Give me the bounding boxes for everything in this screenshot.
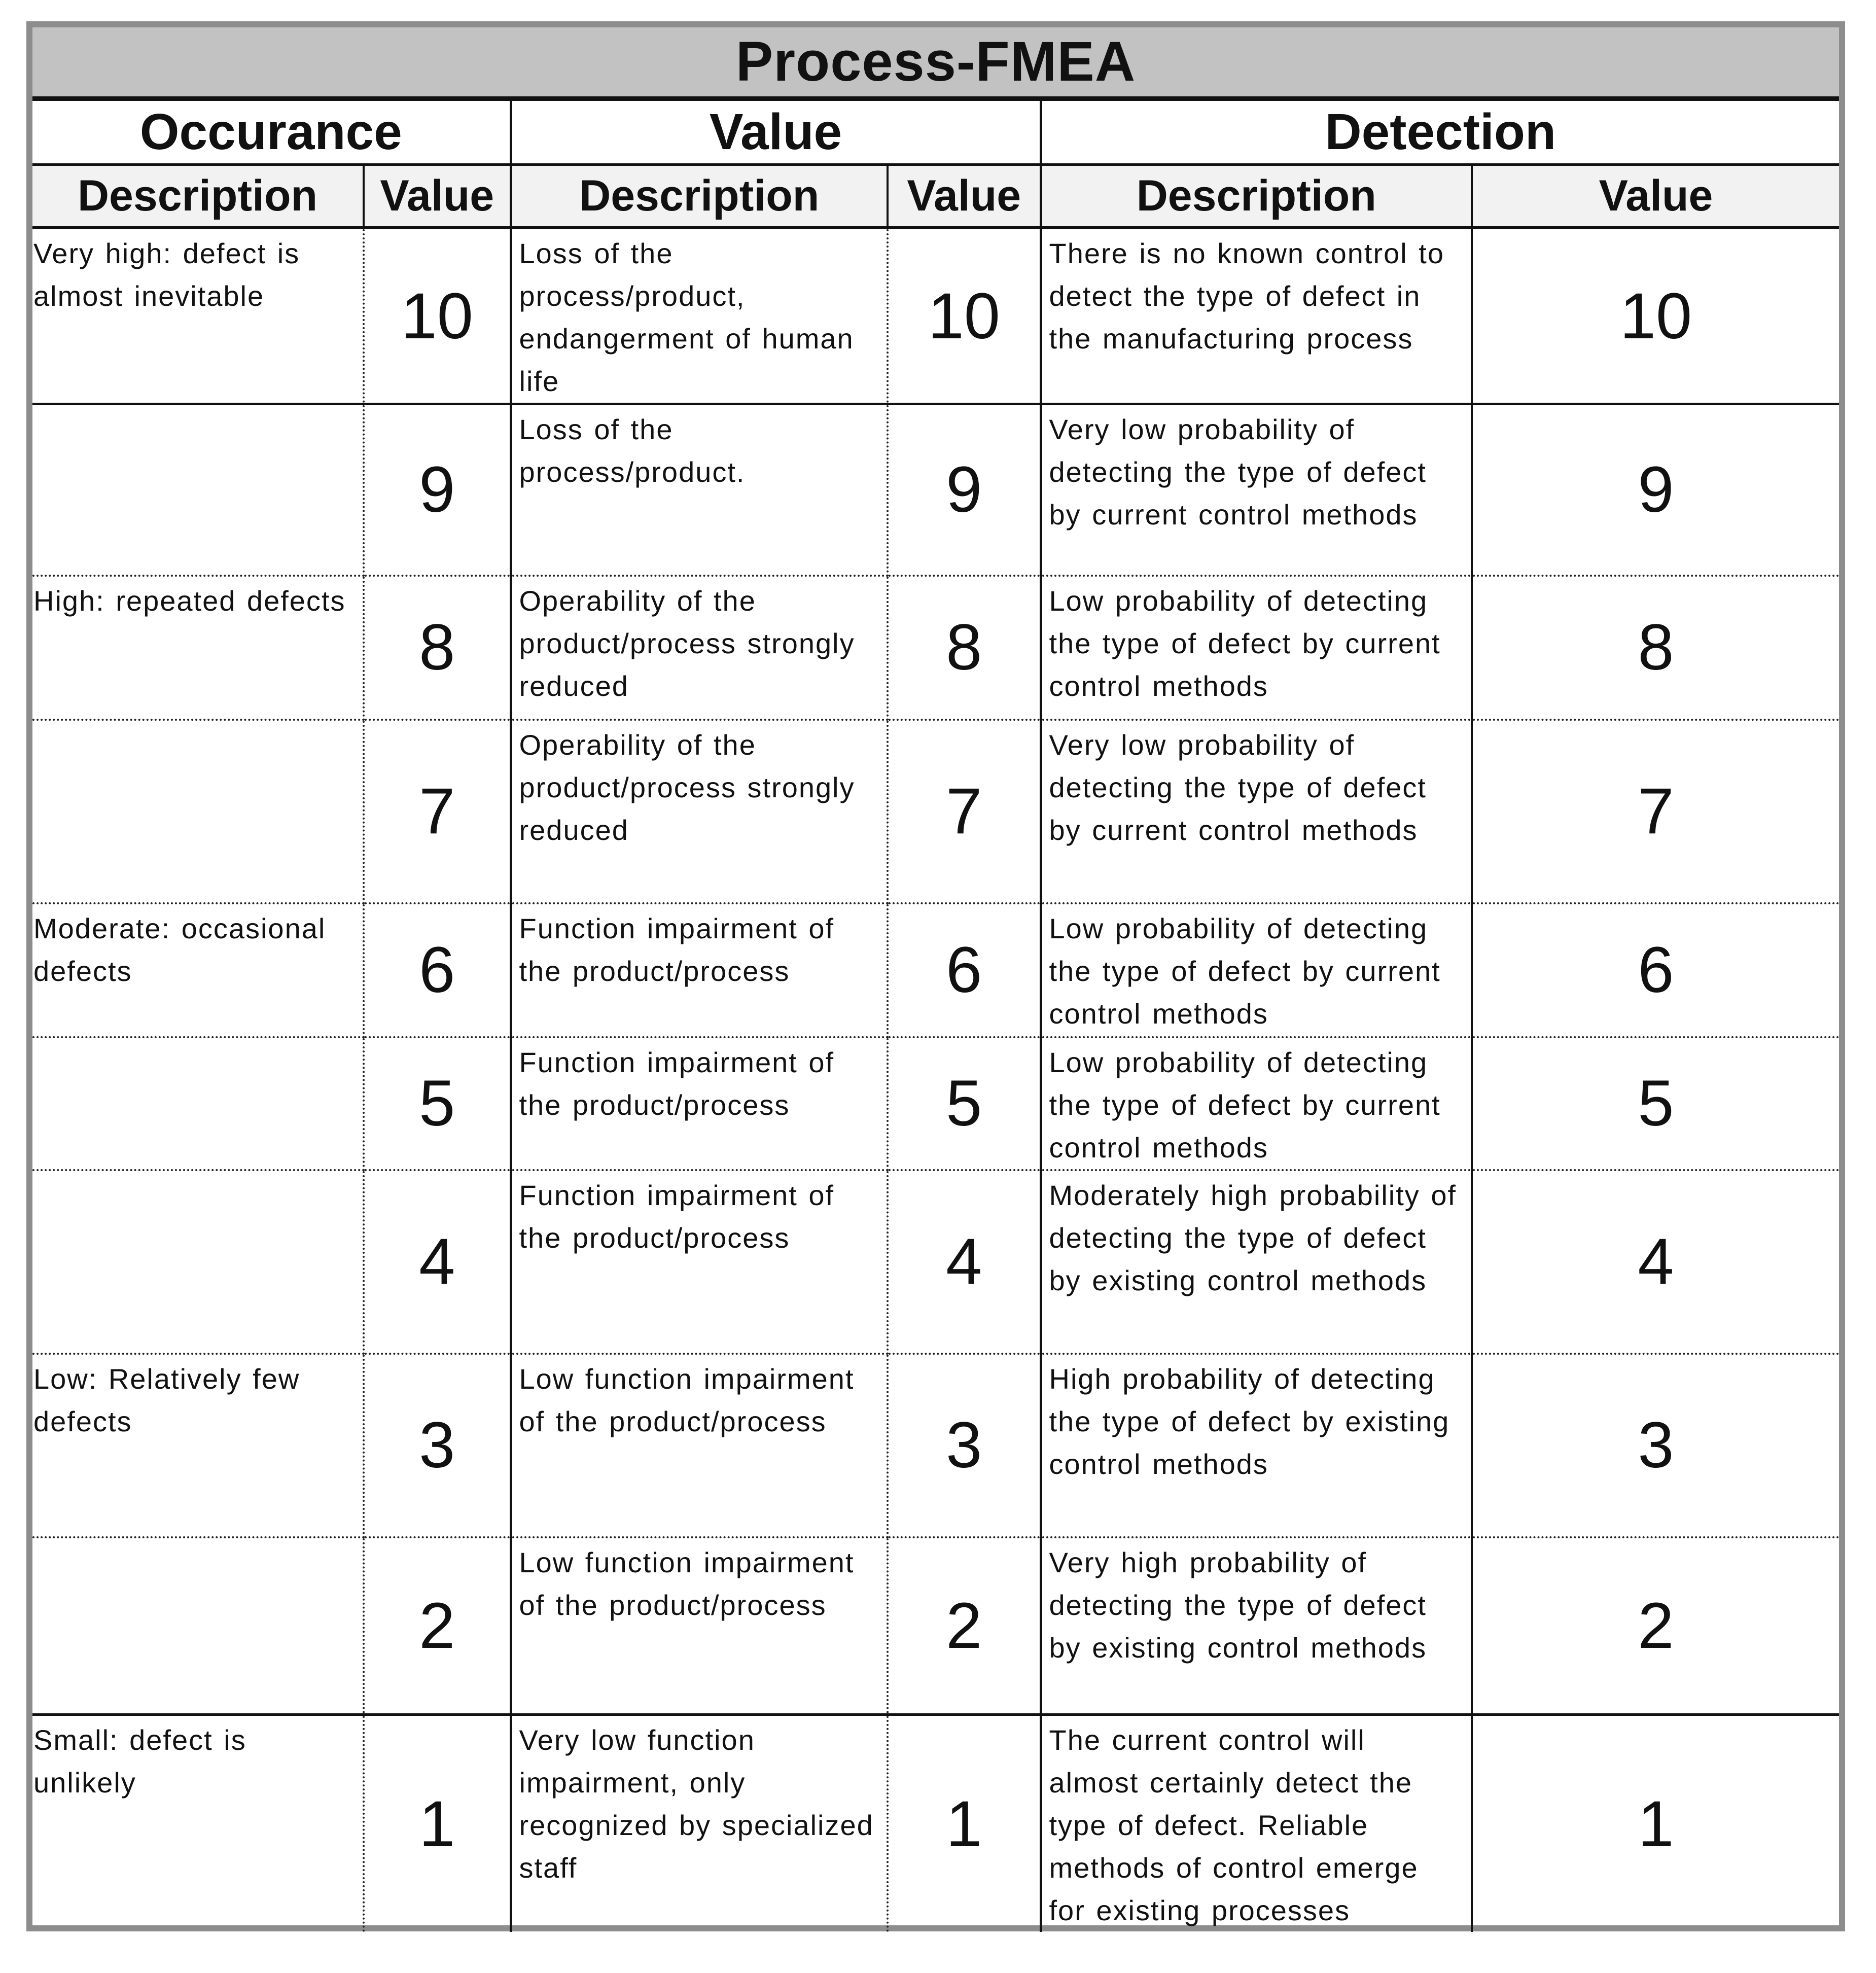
table-row [32, 1037, 1839, 1170]
occurance-description-cell [32, 1037, 364, 1170]
detection-description-cell: Very low probability of detecting the type of defect by current control methods [1041, 404, 1472, 576]
detection-value-cell: 10 [1472, 228, 1839, 404]
detection-value-cell: 8 [1472, 576, 1839, 720]
value-value-cell: 6 [888, 903, 1041, 1037]
value-value-cell: 4 [888, 1170, 1041, 1354]
fmea-table-frame [26, 21, 1845, 1931]
occurance-value-cell: 4 [364, 1170, 511, 1354]
detection-description-cell: Low probability of detecting the type of defect by current control methods [1041, 576, 1472, 720]
table-title: Process-FMEA [32, 27, 1839, 98]
subheader-occurance-value: Value [364, 164, 511, 228]
value-description-cell: Low function impairment of the product/process [511, 1354, 888, 1537]
table-row [32, 228, 1839, 404]
detection-value-cell: 7 [1472, 720, 1839, 903]
detection-description-cell: Moderately high probability of detecting the type of defect by existing control methods [1041, 1170, 1472, 1354]
group-header-detection: Detection [1041, 98, 1839, 164]
value-description-cell: Operability of the product/process strongly reduced [511, 576, 888, 720]
detection-value-cell: 4 [1472, 1170, 1839, 1354]
occurance-description-cell: High: repeated defects [32, 576, 364, 720]
table-row [32, 1715, 1839, 1932]
table-row [32, 1170, 1839, 1354]
table-row [32, 1354, 1839, 1537]
subheader-occurance-description: Description [32, 164, 364, 228]
occurance-value-cell: 10 [364, 228, 511, 404]
detection-value-cell: 9 [1472, 404, 1839, 576]
value-value-cell: 9 [888, 404, 1041, 576]
value-description-cell: Loss of the process/product. [511, 404, 888, 576]
subheader-detection-description: Description [1041, 164, 1472, 228]
occurance-description-cell [32, 720, 364, 903]
occurance-description-cell [32, 404, 364, 576]
detection-value-cell: 6 [1472, 903, 1839, 1037]
detection-description-cell: High probability of detecting the type of defect by existing control methods [1041, 1354, 1472, 1537]
occurance-description-cell [32, 1170, 364, 1354]
value-value-cell: 7 [888, 720, 1041, 903]
table-row [32, 576, 1839, 720]
value-description-cell: Operability of the product/process strongly reduced [511, 720, 888, 903]
detection-description-cell: Very low probability of detecting the type of defect by current control methods [1041, 720, 1472, 903]
detection-description-cell: Very high probability of detecting the type of defect by existing control methods [1041, 1537, 1472, 1715]
subheader-detection-value: Value [1472, 164, 1839, 228]
occurance-description-cell [32, 1537, 364, 1715]
detection-value-cell: 5 [1472, 1037, 1839, 1170]
table-row [32, 903, 1839, 1037]
occurance-value-cell: 1 [364, 1715, 511, 1932]
value-description-cell: Low function impairment of the product/process [511, 1537, 888, 1715]
detection-description-cell: Low probability of detecting the type of defect by current control methods [1041, 903, 1472, 1037]
group-header-value: Value [511, 98, 1041, 164]
table-row [32, 1537, 1839, 1715]
occurance-description-cell: Very high: defect is almost inevitable [32, 228, 364, 404]
value-value-cell: 2 [888, 1537, 1041, 1715]
occurance-description-cell: Small: defect is unlikely [32, 1715, 364, 1932]
detection-description-cell: There is no known control to detect the type of defect in the manufacturing process [1041, 228, 1472, 404]
subheader-value-description: Description [511, 164, 888, 228]
value-description-cell: Function impairment of the product/process [511, 1037, 888, 1170]
occurance-value-cell: 2 [364, 1537, 511, 1715]
detection-description-cell: Low probability of detecting the type of defect by current control methods [1041, 1037, 1472, 1170]
value-value-cell: 10 [888, 228, 1041, 404]
table-row [32, 404, 1839, 576]
group-header-occurance: Occurance [32, 98, 511, 164]
value-value-cell: 1 [888, 1715, 1041, 1932]
occurance-value-cell: 5 [364, 1037, 511, 1170]
occurance-value-cell: 7 [364, 720, 511, 903]
value-description-cell: Loss of the process/product, endangerment of human life [511, 228, 888, 404]
occurance-value-cell: 3 [364, 1354, 511, 1537]
detection-value-cell: 1 [1638, 1787, 1674, 1860]
occurance-value-cell: 9 [364, 404, 511, 576]
detection-description-cell: The current control will almost certainly detect the type of defect. Reliable methods of control emerge for existing processes [1041, 1715, 1472, 1932]
detection-value-cell: 3 [1472, 1354, 1839, 1537]
occurance-description-cell: Low: Relatively few defects [32, 1354, 364, 1537]
table-row [32, 720, 1839, 903]
value-description-cell: Function impairment of the product/process [511, 903, 888, 1037]
value-description-cell: Function impairment of the product/process [511, 1170, 888, 1354]
value-value-cell: 5 [888, 1037, 1041, 1170]
subheader-value-value: Value [888, 164, 1041, 228]
value-description-cell: Very low function impairment, only recognized by specialized staff [511, 1715, 888, 1932]
occurance-value-cell: 8 [364, 576, 511, 720]
occurance-value-cell: 6 [364, 903, 511, 1037]
detection-value-cell: 2 [1472, 1537, 1839, 1715]
value-value-cell: 8 [888, 576, 1041, 720]
process-fmea-table [32, 27, 1839, 1932]
occurance-description-cell: Moderate: occasional defects [32, 903, 364, 1037]
value-value-cell: 3 [888, 1354, 1041, 1537]
